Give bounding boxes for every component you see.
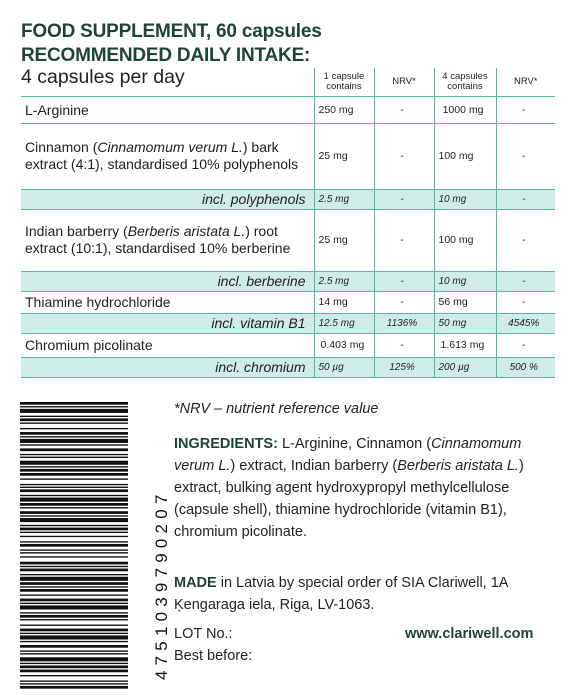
row-name [21,123,314,189]
made-label: MADE [174,575,217,591]
row-value: 14 mg [314,291,374,313]
barcode-bar [20,603,128,604]
barcode-bar [20,422,128,423]
table-row [21,291,555,313]
barcode-bar [20,594,128,595]
row-name [21,209,314,271]
col-header-4-capsules: 4 capsules contains [434,68,496,96]
row-name-part: ) bark extract (4:1), standardised 10% polyphenols [25,138,299,172]
row-value: - [496,209,555,271]
barcode-bar [20,503,128,506]
ingredients-text [174,433,549,543]
barcode-bar [20,615,128,618]
row-name-latin: Berberis aristata L. [127,222,246,239]
ingredients-part: ) extract, bulking agent hydroxypropyl methylcellulose (capsule shell), thiamine hydrochloride (vitamin B1), chromium picolinate. [174,458,524,540]
row-value: - [374,291,434,313]
table-header-row [21,68,555,96]
manufacturer-text [174,572,549,616]
row-name-part: ) root extract (10:1), standardised 10% berberine [25,222,291,256]
row-value: - [374,189,434,209]
barcode-bar [20,487,128,488]
barcode-bar [20,556,128,557]
made-address: in Latvia by special order of SIA Clariwell, 1A Ķengaraga iela, Riga, LV-1063. [174,575,508,613]
row-value: 2.5 mg [314,271,374,291]
barcode-bar [20,670,128,673]
barcode-bar [20,625,128,626]
table-row [21,271,555,291]
row-name: Chromium picolinate [21,333,314,357]
row-value: - [496,333,555,357]
barcode-bar [20,586,128,587]
barcode-bar [20,484,128,485]
row-value: - [496,189,555,209]
barcode-bar [20,589,128,592]
row-name: incl. chromium [21,357,314,377]
ingredients-latin: Cinnamomum verum L. [174,436,522,474]
barcode-bar [20,566,128,567]
barcode-bar [20,439,128,443]
ingredients-label: INGREDIENTS: [174,436,278,452]
row-value: 50 mg [434,313,496,333]
barcode-bar [20,515,128,516]
nutrition-table [21,68,555,378]
barcode-bar [20,653,128,654]
barcode-bar [20,650,128,651]
row-value: - [496,123,555,189]
row-value: 12.5 mg [314,313,374,333]
row-value: 125% [374,357,434,377]
nrv-footnote: *NRV – nutrient reference value [174,401,379,417]
barcode-bar [20,686,128,689]
barcode-bar [20,612,128,613]
barcode-bar [20,418,128,421]
row-value: 0.403 mg [314,333,374,357]
barcode-bar [20,569,128,572]
barcode-bar [20,448,128,451]
website-link[interactable]: www.clariwell.com [405,626,534,642]
intake-heading: RECOMMENDED DAILY INTAKE: [21,45,311,66]
ingredients-part: L-Arginine, Cinnamon ( [277,436,432,452]
barcode-bar [20,432,128,435]
barcode-bar [20,665,128,668]
barcode-bar [20,605,128,609]
row-value: - [374,271,434,291]
barcode-bar [20,489,128,492]
best-before-label: Best before: [174,648,253,664]
barcode-bar [20,428,128,429]
barcode-bar [20,582,128,585]
barcode-bar [20,562,128,565]
row-value: - [496,271,555,291]
barcode-bar [20,436,128,437]
row-value: - [496,96,555,123]
barcode-bar [20,629,128,632]
barcode-bar [20,525,128,526]
barcode [20,400,154,692]
row-value: 500 % [496,357,555,377]
barcode-bar [20,469,128,472]
barcode-number: 4751039790207 [152,489,171,680]
barcode-bar [20,657,128,661]
row-value: 100 mg [434,123,496,189]
row-name: incl. polyphenols [21,189,314,209]
row-name: Thiamine hydrochloride [21,291,314,313]
table-row [21,333,555,357]
col-header-1-capsule: 1 capsule contains [314,68,374,96]
barcode-bar [20,461,128,465]
row-value: - [374,123,434,189]
col-header-nrv-4: NRV* [496,68,555,96]
row-value: - [374,209,434,271]
barcode-bar [20,544,128,547]
barcode-bar [20,552,128,553]
row-name-latin: Cinnamomum verum L. [97,138,243,155]
barcode-bar [20,518,128,522]
table-row [21,357,555,377]
barcode-bar [20,444,128,445]
row-value: 10 mg [434,189,496,209]
barcode-bar [20,633,128,634]
row-value: 2.5 mg [314,189,374,209]
barcode-bar [20,680,128,681]
row-name: L-Arginine [21,96,314,123]
barcode-bar [20,409,128,413]
row-name: incl. vitamin B1 [21,313,314,333]
row-name-part: Cinnamon ( [25,138,98,155]
barcode-bar [20,457,128,458]
barcode-bar [20,663,128,664]
barcode-bar [20,536,128,537]
barcode-bar [20,454,128,455]
product-title: FOOD SUPPLEMENT, 60 capsules [21,21,322,42]
row-value: 25 mg [314,209,374,271]
table-row [21,209,555,271]
barcode-bar [20,402,128,405]
row-value: 4545% [496,313,555,333]
barcode-bar [20,473,128,476]
row-name-part: Indian barberry ( [25,222,128,239]
row-name: incl. berberine [21,271,314,291]
barcode-bar [20,532,128,533]
col-header-nrv-1: NRV* [374,68,434,96]
barcode-bar [20,675,128,676]
dose-text: 4 capsules per day [21,66,185,88]
barcode-bar [20,511,128,514]
barcode-bar [20,574,128,575]
row-value: 100 mg [434,209,496,271]
barcode-bar [20,466,128,467]
ingredients-part: ) extract, Indian barberry ( [230,458,398,474]
barcode-bar [20,599,128,602]
ingredients-latin: Berberis aristata L. [397,458,519,474]
barcode-bar [20,641,128,642]
barcode-bar [20,416,128,417]
barcode-bar [20,528,128,531]
row-value: - [374,96,434,123]
table-row [21,123,555,189]
row-value: 1.613 mg [434,333,496,357]
barcode-bar [20,541,128,542]
barcode-bar [20,507,128,508]
barcode-bar [20,683,128,684]
barcode-bar [20,495,128,496]
barcode-bar [20,406,128,407]
row-value: 10 mg [434,271,496,291]
barcode-bar [20,577,128,581]
row-value: - [496,291,555,313]
table-header-blank [21,68,314,96]
barcode-bar [20,635,128,639]
row-value: - [374,333,434,357]
barcode-bar [20,478,128,479]
barcode-bar [20,498,128,502]
row-value: 25 mg [314,123,374,189]
barcode-bar [20,645,128,648]
row-value: 1000 mg [434,96,496,123]
table-row [21,313,555,333]
row-value: 50 µg [314,357,374,377]
lot-number-label: LOT No.: [174,626,233,642]
row-value: 1136% [374,313,434,333]
barcode-bar [20,619,128,620]
table-row [21,189,555,209]
row-value: 56 mg [434,291,496,313]
table-row [21,96,555,123]
row-value: 250 mg [314,96,374,123]
row-value: 200 µg [434,357,496,377]
barcode-bar [20,549,128,550]
